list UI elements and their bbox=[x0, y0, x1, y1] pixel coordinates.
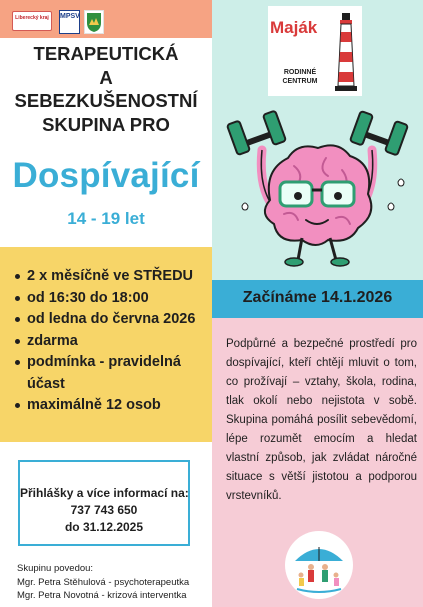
brain-lifting-weights-illustration bbox=[218, 110, 416, 272]
family-umbrella-logo bbox=[285, 531, 353, 599]
age-range: 14 - 19 let bbox=[67, 209, 145, 228]
majak-logo-subtitle: RODINNÉ CENTRUM bbox=[282, 69, 318, 85]
lighthouse-icon bbox=[333, 10, 359, 92]
detail-period: od ledna do června 2026 bbox=[12, 309, 208, 331]
contact-deadline: do 31.12.2025 bbox=[64, 520, 144, 534]
contact-heading: Přihlášky a více informací na: bbox=[20, 486, 189, 500]
details-list bbox=[12, 266, 208, 417]
right-dumbbell-icon bbox=[350, 111, 408, 156]
mpsv-logo bbox=[59, 10, 80, 34]
target-group-headline: Dospívající bbox=[12, 156, 200, 195]
municipal-crest-icon bbox=[84, 10, 104, 34]
detail-time: od 16:30 do 18:00 bbox=[12, 288, 208, 310]
crest-icon bbox=[85, 11, 103, 33]
poster-title: TERAPEUTICKÁ A SEBEZKUŠENOSTNÍ SKUPINA PRO bbox=[14, 43, 198, 135]
family-umbrella-icon bbox=[285, 531, 353, 599]
liberecky-kraj-logo bbox=[12, 11, 52, 31]
staff-block bbox=[17, 562, 189, 603]
detail-frequency: 2 x měsíčně ve STŘEDU bbox=[12, 266, 208, 288]
majak-logo-name: Maják bbox=[270, 18, 318, 37]
group-description: Podpůrné a bezpečné prostředí pro dospívající, kteří chtějí mluvit o tom, co prožívají – vztahy, škola, rodina, tlak okolí nebo nejistota v sobě. Skupina pomáhá posílit sebevědomí, lépe rozumět emocím a hledat vlastní způsob, jak zvládat náročné situace s větší jistotou a podporou vrstevníků. bbox=[226, 338, 417, 502]
staff-person-1: Mgr. Petra Stěhulová - psychoterapeutka bbox=[17, 576, 190, 588]
start-date: Začínáme 14.1.2026 bbox=[242, 289, 393, 306]
staff-heading: Skupinu povedou: bbox=[17, 563, 94, 574]
detail-capacity: maximálně 12 osob bbox=[12, 395, 208, 417]
kraj-logo-text: Liberecký kraj bbox=[15, 15, 49, 21]
staff-person-2: Mgr. Petra Novotná - krizová interventka bbox=[17, 590, 187, 601]
left-dumbbell-icon bbox=[227, 111, 286, 156]
contact-box bbox=[18, 460, 190, 546]
mpsv-logo-text: MPSV bbox=[60, 13, 80, 20]
contact-phone[interactable]: 737 743 650 bbox=[70, 503, 138, 517]
detail-condition: podmínka - pravidelná účast bbox=[12, 352, 208, 395]
detail-price: zdarma bbox=[12, 331, 208, 353]
